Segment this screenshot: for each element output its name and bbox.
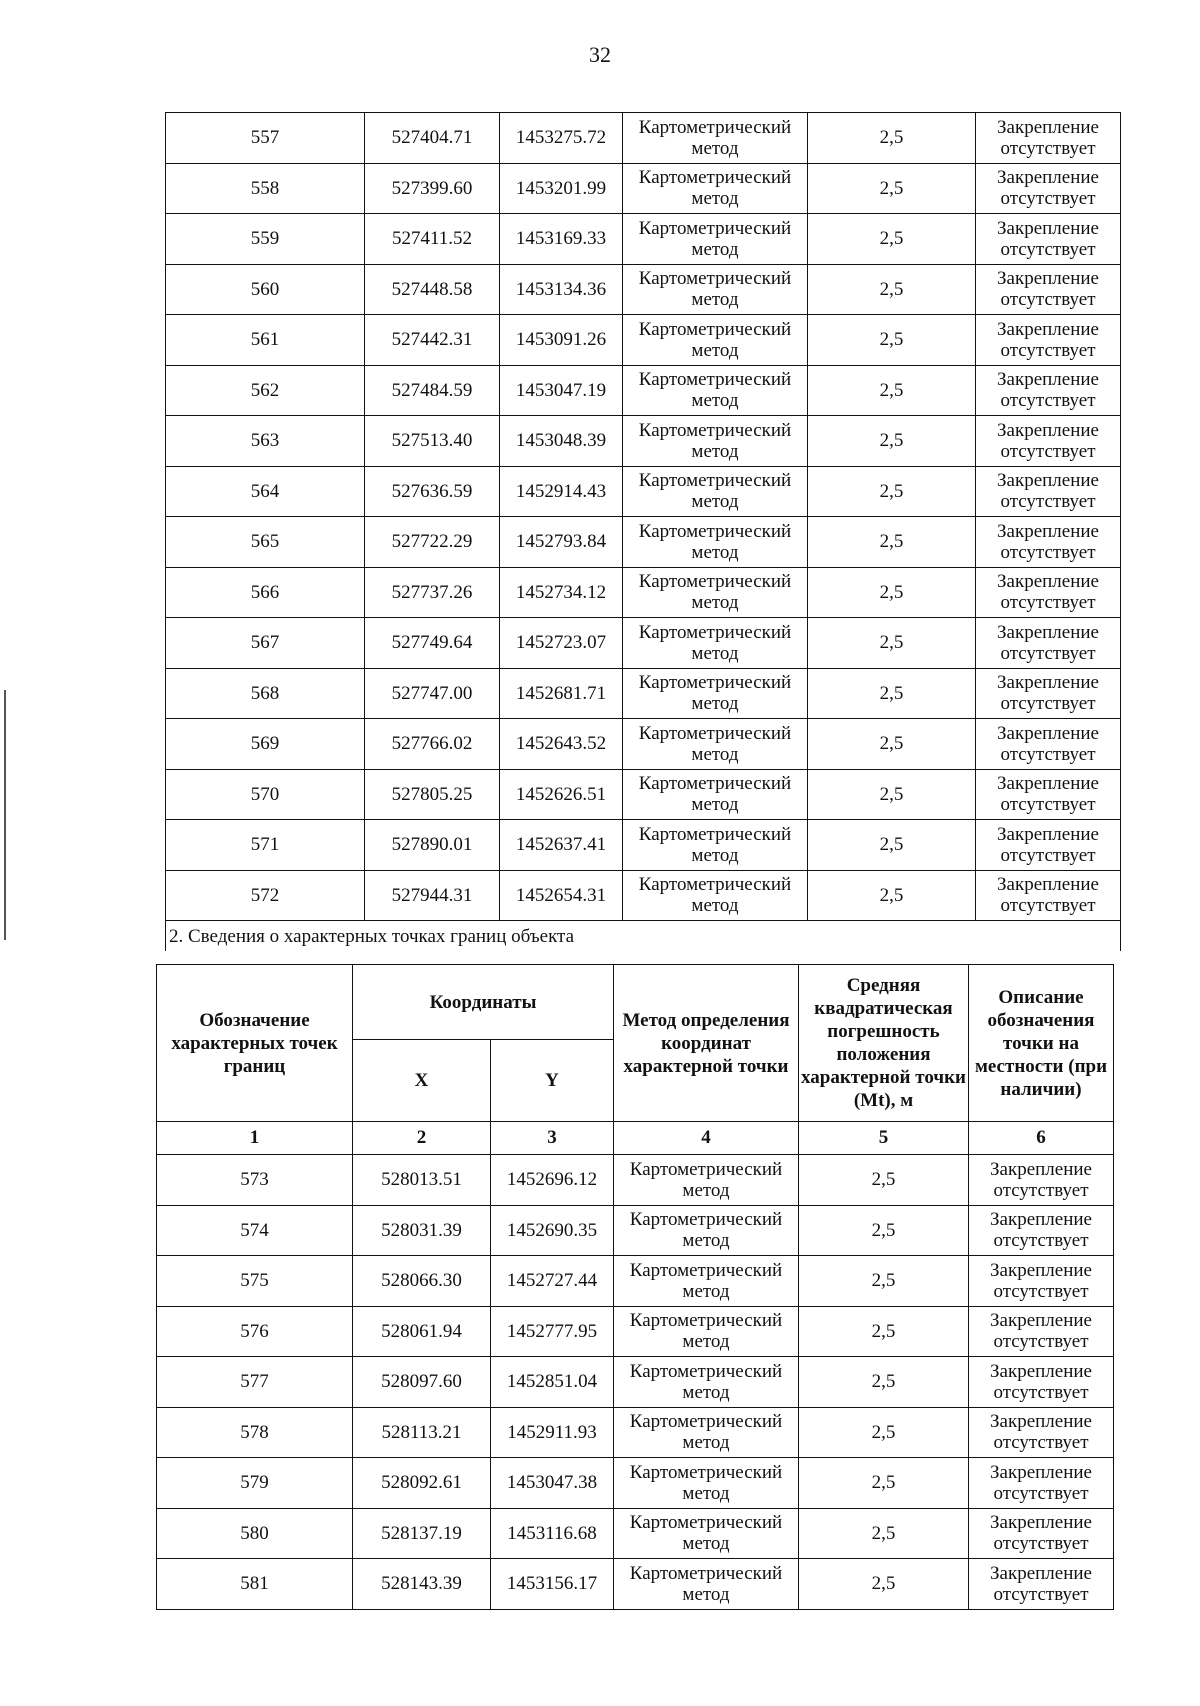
description-cell bbox=[969, 1407, 1114, 1458]
description-line1: Закрепление bbox=[990, 1562, 1092, 1584]
error-value: 2,5 bbox=[799, 1458, 969, 1509]
coord-x: 528143.39 bbox=[353, 1559, 491, 1610]
description-cell bbox=[969, 1256, 1114, 1307]
table-row bbox=[166, 264, 1121, 315]
method-line1: Картометрический bbox=[638, 520, 792, 542]
description-line1: Закрепление bbox=[990, 1158, 1092, 1180]
method-cell bbox=[623, 719, 808, 770]
method-line2: метод bbox=[691, 743, 739, 765]
coord-x: 528097.60 bbox=[353, 1357, 491, 1408]
method-line1: Картометрический bbox=[629, 1158, 783, 1180]
description-cell bbox=[976, 264, 1121, 315]
description-cell bbox=[976, 466, 1121, 517]
table-row bbox=[166, 618, 1121, 669]
table-header bbox=[157, 965, 1114, 1155]
method-cell bbox=[623, 416, 808, 467]
coord-y: 1452696.12 bbox=[491, 1155, 614, 1206]
point-id: 577 bbox=[157, 1357, 353, 1408]
coord-y: 1452914.43 bbox=[500, 466, 623, 517]
description-cell bbox=[976, 214, 1121, 265]
coord-y: 1453048.39 bbox=[500, 416, 623, 467]
description-line1: Закрепление bbox=[997, 470, 1099, 492]
method-line1: Картометрический bbox=[638, 116, 792, 138]
table-row bbox=[166, 315, 1121, 366]
error-value: 2,5 bbox=[808, 113, 976, 164]
method-line2: метод bbox=[691, 137, 739, 159]
table-row bbox=[157, 1155, 1114, 1206]
error-value: 2,5 bbox=[808, 416, 976, 467]
point-id: 568 bbox=[166, 668, 365, 719]
method-cell bbox=[614, 1458, 799, 1509]
boundary-points-table bbox=[156, 964, 1114, 1610]
description-line2: отсутствует bbox=[1000, 491, 1096, 513]
point-id: 565 bbox=[166, 517, 365, 568]
method-cell bbox=[623, 163, 808, 214]
table-row bbox=[166, 719, 1121, 770]
method-line2: метод bbox=[691, 390, 739, 412]
table-row bbox=[166, 668, 1121, 719]
description-cell bbox=[976, 618, 1121, 669]
description-line1: Закрепление bbox=[997, 268, 1099, 290]
method-line1: Картометрический bbox=[638, 621, 792, 643]
coord-y: 1452851.04 bbox=[491, 1357, 614, 1408]
coord-x: 527766.02 bbox=[365, 719, 500, 770]
table-row bbox=[166, 416, 1121, 467]
header-y: Y bbox=[491, 1040, 614, 1122]
description-cell bbox=[969, 1559, 1114, 1610]
description-line2: отсутствует bbox=[1000, 339, 1096, 361]
method-line2: метод bbox=[691, 693, 739, 715]
point-id: 563 bbox=[166, 416, 365, 467]
error-value: 2,5 bbox=[808, 315, 976, 366]
description-cell bbox=[976, 567, 1121, 618]
description-line2: отсутствует bbox=[993, 1230, 1089, 1252]
error-value: 2,5 bbox=[808, 466, 976, 517]
bottom-table-body bbox=[157, 1155, 1114, 1610]
description-cell bbox=[969, 1155, 1114, 1206]
method-cell bbox=[623, 315, 808, 366]
coord-x: 527722.29 bbox=[365, 517, 500, 568]
method-line1: Картометрический bbox=[638, 167, 792, 189]
description-cell bbox=[976, 668, 1121, 719]
coord-x: 528013.51 bbox=[353, 1155, 491, 1206]
method-line2: метод bbox=[691, 188, 739, 210]
error-value: 2,5 bbox=[808, 214, 976, 265]
coord-x: 527737.26 bbox=[365, 567, 500, 618]
error-value: 2,5 bbox=[808, 668, 976, 719]
error-value: 2,5 bbox=[808, 719, 976, 770]
method-line1: Картометрический bbox=[638, 369, 792, 391]
description-line1: Закрепление bbox=[997, 116, 1099, 138]
coord-y: 1453047.38 bbox=[491, 1458, 614, 1509]
method-line2: метод bbox=[691, 592, 739, 614]
method-line2: метод bbox=[682, 1482, 730, 1504]
error-value: 2,5 bbox=[808, 820, 976, 871]
coord-y: 1453116.68 bbox=[491, 1508, 614, 1559]
point-id: 557 bbox=[166, 113, 365, 164]
coord-y: 1453169.33 bbox=[500, 214, 623, 265]
table-row bbox=[157, 1458, 1114, 1509]
description-line1: Закрепление bbox=[990, 1310, 1092, 1332]
coord-y: 1453134.36 bbox=[500, 264, 623, 315]
method-cell bbox=[614, 1306, 799, 1357]
method-line2: метод bbox=[691, 844, 739, 866]
column-number: 1 bbox=[157, 1122, 353, 1155]
description-line1: Закрепление bbox=[990, 1461, 1092, 1483]
point-id: 572 bbox=[166, 870, 365, 921]
description-line2: отсутствует bbox=[1000, 238, 1096, 260]
column-number: 2 bbox=[353, 1122, 491, 1155]
table-row bbox=[157, 1205, 1114, 1256]
point-id: 561 bbox=[166, 315, 365, 366]
table-row bbox=[157, 1559, 1114, 1610]
coord-y: 1453201.99 bbox=[500, 163, 623, 214]
method-line1: Картометрический bbox=[629, 1461, 783, 1483]
error-value: 2,5 bbox=[808, 870, 976, 921]
description-line1: Закрепление bbox=[990, 1209, 1092, 1231]
method-cell bbox=[623, 466, 808, 517]
method-cell bbox=[623, 668, 808, 719]
method-cell bbox=[623, 517, 808, 568]
description-line2: отсутствует bbox=[993, 1482, 1089, 1504]
method-line2: метод bbox=[691, 238, 739, 260]
point-id: 564 bbox=[166, 466, 365, 517]
coord-x: 527944.31 bbox=[365, 870, 500, 921]
error-value: 2,5 bbox=[808, 567, 976, 618]
method-cell bbox=[614, 1508, 799, 1559]
description-line1: Закрепление bbox=[997, 823, 1099, 845]
method-line1: Картометрический bbox=[629, 1411, 783, 1433]
method-line2: метод bbox=[682, 1381, 730, 1403]
coord-x: 528031.39 bbox=[353, 1205, 491, 1256]
header-method: Метод определения координат характерной точки bbox=[614, 965, 799, 1122]
method-line1: Картометрический bbox=[638, 419, 792, 441]
table-row bbox=[157, 1306, 1114, 1357]
method-line2: метод bbox=[682, 1331, 730, 1353]
description-cell bbox=[976, 769, 1121, 820]
description-cell bbox=[969, 1205, 1114, 1256]
description-cell bbox=[976, 163, 1121, 214]
method-line2: метод bbox=[691, 642, 739, 664]
coord-x: 527805.25 bbox=[365, 769, 500, 820]
description-line1: Закрепление bbox=[997, 621, 1099, 643]
method-cell bbox=[623, 870, 808, 921]
description-cell bbox=[976, 517, 1121, 568]
point-id: 567 bbox=[166, 618, 365, 669]
method-line1: Картометрический bbox=[638, 571, 792, 593]
method-line1: Картометрический bbox=[638, 874, 792, 896]
coord-y: 1453091.26 bbox=[500, 315, 623, 366]
error-value: 2,5 bbox=[799, 1559, 969, 1610]
scan-margin-line bbox=[4, 690, 6, 940]
description-line1: Закрепление bbox=[990, 1411, 1092, 1433]
error-value: 2,5 bbox=[808, 365, 976, 416]
description-line2: отсутствует bbox=[993, 1280, 1089, 1302]
point-id: 570 bbox=[166, 769, 365, 820]
description-cell bbox=[976, 365, 1121, 416]
description-cell bbox=[976, 870, 1121, 921]
coord-x: 528092.61 bbox=[353, 1458, 491, 1509]
method-line1: Картометрический bbox=[638, 470, 792, 492]
table-row bbox=[166, 769, 1121, 820]
method-line1: Картометрический bbox=[638, 318, 792, 340]
description-line1: Закрепление bbox=[997, 571, 1099, 593]
coord-x: 528061.94 bbox=[353, 1306, 491, 1357]
description-cell bbox=[976, 416, 1121, 467]
description-cell bbox=[976, 719, 1121, 770]
section-title-row bbox=[166, 921, 1121, 952]
method-cell bbox=[623, 264, 808, 315]
description-line2: отсутствует bbox=[1000, 743, 1096, 765]
description-cell bbox=[976, 113, 1121, 164]
table-row bbox=[166, 567, 1121, 618]
point-id: 571 bbox=[166, 820, 365, 871]
error-value: 2,5 bbox=[808, 163, 976, 214]
method-line1: Картометрический bbox=[638, 722, 792, 744]
method-cell bbox=[614, 1407, 799, 1458]
coord-y: 1452793.84 bbox=[500, 517, 623, 568]
coord-y: 1452727.44 bbox=[491, 1256, 614, 1307]
description-line1: Закрепление bbox=[990, 1360, 1092, 1382]
description-cell bbox=[969, 1508, 1114, 1559]
method-line2: метод bbox=[682, 1583, 730, 1605]
method-line1: Картометрический bbox=[638, 823, 792, 845]
method-cell bbox=[623, 618, 808, 669]
table-row bbox=[166, 466, 1121, 517]
description-line2: отсутствует bbox=[1000, 844, 1096, 866]
description-line1: Закрепление bbox=[997, 722, 1099, 744]
coord-x: 527749.64 bbox=[365, 618, 500, 669]
description-cell bbox=[969, 1458, 1114, 1509]
boundary-points-table-continued bbox=[165, 112, 1121, 951]
column-number: 3 bbox=[491, 1122, 614, 1155]
coord-y: 1453275.72 bbox=[500, 113, 623, 164]
description-line1: Закрепление bbox=[997, 318, 1099, 340]
coord-x: 527890.01 bbox=[365, 820, 500, 871]
table-row bbox=[157, 1256, 1114, 1307]
method-line2: метод bbox=[682, 1230, 730, 1252]
coord-x: 527404.71 bbox=[365, 113, 500, 164]
point-id: 569 bbox=[166, 719, 365, 770]
method-line2: метод bbox=[691, 440, 739, 462]
point-id: 574 bbox=[157, 1205, 353, 1256]
method-line1: Картометрический bbox=[629, 1512, 783, 1534]
description-line2: отсутствует bbox=[1000, 390, 1096, 412]
coord-y: 1452654.31 bbox=[500, 870, 623, 921]
description-line1: Закрепление bbox=[997, 217, 1099, 239]
description-line2: отсутствует bbox=[993, 1533, 1089, 1555]
column-numbers-row bbox=[157, 1122, 1114, 1155]
method-line2: метод bbox=[682, 1533, 730, 1555]
method-line1: Картометрический bbox=[629, 1562, 783, 1584]
coord-y: 1452681.71 bbox=[500, 668, 623, 719]
method-cell bbox=[623, 820, 808, 871]
method-cell bbox=[623, 567, 808, 618]
point-id: 566 bbox=[166, 567, 365, 618]
method-line2: метод bbox=[691, 541, 739, 563]
page-number: 32 bbox=[589, 42, 611, 67]
method-line2: метод bbox=[691, 794, 739, 816]
coord-x: 527448.58 bbox=[365, 264, 500, 315]
point-id: 559 bbox=[166, 214, 365, 265]
point-id: 560 bbox=[166, 264, 365, 315]
description-line2: отсутствует bbox=[1000, 188, 1096, 210]
table-row bbox=[166, 870, 1121, 921]
description-line2: отсутствует bbox=[1000, 693, 1096, 715]
coord-y: 1452637.41 bbox=[500, 820, 623, 871]
description-line2: отсутствует bbox=[993, 1583, 1089, 1605]
description-line2: отсутствует bbox=[1000, 541, 1096, 563]
coord-x: 527513.40 bbox=[365, 416, 500, 467]
table-row bbox=[166, 517, 1121, 568]
coord-x: 527442.31 bbox=[365, 315, 500, 366]
coord-x: 527636.59 bbox=[365, 466, 500, 517]
method-line2: метод bbox=[691, 491, 739, 513]
description-cell bbox=[976, 315, 1121, 366]
point-id: 558 bbox=[166, 163, 365, 214]
error-value: 2,5 bbox=[799, 1155, 969, 1206]
point-id: 580 bbox=[157, 1508, 353, 1559]
method-cell bbox=[614, 1256, 799, 1307]
method-line1: Картометрический bbox=[629, 1360, 783, 1382]
method-line2: метод bbox=[682, 1179, 730, 1201]
point-id: 581 bbox=[157, 1559, 353, 1610]
method-cell bbox=[623, 113, 808, 164]
description-line1: Закрепление bbox=[997, 167, 1099, 189]
error-value: 2,5 bbox=[799, 1407, 969, 1458]
table-row bbox=[157, 1407, 1114, 1458]
coord-y: 1452690.35 bbox=[491, 1205, 614, 1256]
description-line2: отсутствует bbox=[1000, 794, 1096, 816]
point-id: 562 bbox=[166, 365, 365, 416]
coord-x: 527411.52 bbox=[365, 214, 500, 265]
method-cell bbox=[623, 214, 808, 265]
coord-y: 1453047.19 bbox=[500, 365, 623, 416]
method-line1: Картометрический bbox=[638, 217, 792, 239]
table-row bbox=[166, 365, 1121, 416]
point-id: 578 bbox=[157, 1407, 353, 1458]
table-row bbox=[166, 163, 1121, 214]
header-description: Описание обозначения точки на местности (при наличии) bbox=[969, 965, 1114, 1122]
table-row bbox=[166, 820, 1121, 871]
method-cell bbox=[614, 1155, 799, 1206]
header-x: X bbox=[353, 1040, 491, 1122]
point-id: 573 bbox=[157, 1155, 353, 1206]
description-line2: отсутствует bbox=[993, 1331, 1089, 1353]
description-cell bbox=[976, 820, 1121, 871]
method-line1: Картометрический bbox=[629, 1259, 783, 1281]
method-line2: метод bbox=[682, 1432, 730, 1454]
error-value: 2,5 bbox=[808, 618, 976, 669]
method-line1: Картометрический bbox=[638, 268, 792, 290]
coord-x: 527747.00 bbox=[365, 668, 500, 719]
section-title: 2. Сведения о характерных точках границ объекта bbox=[166, 921, 1121, 952]
description-cell bbox=[969, 1357, 1114, 1408]
description-line1: Закрепление bbox=[997, 773, 1099, 795]
header-coordinates: Координаты bbox=[353, 965, 614, 1040]
coord-y: 1452734.12 bbox=[500, 567, 623, 618]
coord-y: 1453156.17 bbox=[491, 1559, 614, 1610]
method-line1: Картометрический bbox=[629, 1310, 783, 1332]
method-cell bbox=[614, 1205, 799, 1256]
method-line2: метод bbox=[691, 895, 739, 917]
error-value: 2,5 bbox=[799, 1357, 969, 1408]
point-id: 579 bbox=[157, 1458, 353, 1509]
description-line2: отсутствует bbox=[993, 1381, 1089, 1403]
method-line2: метод bbox=[682, 1280, 730, 1302]
description-line2: отсутствует bbox=[1000, 642, 1096, 664]
description-line2: отсутствует bbox=[1000, 289, 1096, 311]
header-error: Средняя квадратическая погрешность положения характерной точки (Mt), м bbox=[799, 965, 969, 1122]
description-line2: отсутствует bbox=[993, 1432, 1089, 1454]
coord-x: 527484.59 bbox=[365, 365, 500, 416]
description-line1: Закрепление bbox=[997, 369, 1099, 391]
description-cell bbox=[969, 1306, 1114, 1357]
method-line1: Картометрический bbox=[638, 773, 792, 795]
description-line2: отсутствует bbox=[1000, 137, 1096, 159]
coord-x: 528066.30 bbox=[353, 1256, 491, 1307]
coord-x: 528113.21 bbox=[353, 1407, 491, 1458]
description-line1: Закрепление bbox=[997, 874, 1099, 896]
description-line2: отсутствует bbox=[993, 1179, 1089, 1201]
description-line1: Закрепление bbox=[990, 1259, 1092, 1281]
table-row bbox=[157, 1508, 1114, 1559]
table-row bbox=[166, 113, 1121, 164]
error-value: 2,5 bbox=[808, 517, 976, 568]
method-line2: метод bbox=[691, 289, 739, 311]
column-number: 5 bbox=[799, 1122, 969, 1155]
description-line2: отсутствует bbox=[1000, 895, 1096, 917]
coord-y: 1452723.07 bbox=[500, 618, 623, 669]
error-value: 2,5 bbox=[799, 1306, 969, 1357]
point-id: 576 bbox=[157, 1306, 353, 1357]
method-cell bbox=[614, 1559, 799, 1610]
error-value: 2,5 bbox=[808, 264, 976, 315]
method-cell bbox=[623, 769, 808, 820]
coord-y: 1452911.93 bbox=[491, 1407, 614, 1458]
description-line2: отсутствует bbox=[1000, 592, 1096, 614]
table-row bbox=[166, 214, 1121, 265]
coord-y: 1452643.52 bbox=[500, 719, 623, 770]
description-line2: отсутствует bbox=[1000, 440, 1096, 462]
method-cell bbox=[623, 365, 808, 416]
error-value: 2,5 bbox=[799, 1256, 969, 1307]
point-id: 575 bbox=[157, 1256, 353, 1307]
column-number: 6 bbox=[969, 1122, 1114, 1155]
table-row bbox=[157, 1357, 1114, 1408]
coord-x: 527399.60 bbox=[365, 163, 500, 214]
method-line1: Картометрический bbox=[638, 672, 792, 694]
header-designation: Обозначение характерных точек границ bbox=[157, 965, 353, 1122]
error-value: 2,5 bbox=[799, 1508, 969, 1559]
top-table-body bbox=[166, 113, 1121, 921]
description-line1: Закрепление bbox=[997, 672, 1099, 694]
description-line1: Закрепление bbox=[997, 419, 1099, 441]
error-value: 2,5 bbox=[808, 769, 976, 820]
description-line1: Закрепление bbox=[997, 520, 1099, 542]
error-value: 2,5 bbox=[799, 1205, 969, 1256]
description-line1: Закрепление bbox=[990, 1512, 1092, 1534]
column-number: 4 bbox=[614, 1122, 799, 1155]
method-line1: Картометрический bbox=[629, 1209, 783, 1231]
coord-x: 528137.19 bbox=[353, 1508, 491, 1559]
method-line2: метод bbox=[691, 339, 739, 361]
coord-y: 1452626.51 bbox=[500, 769, 623, 820]
method-cell bbox=[614, 1357, 799, 1408]
coord-y: 1452777.95 bbox=[491, 1306, 614, 1357]
